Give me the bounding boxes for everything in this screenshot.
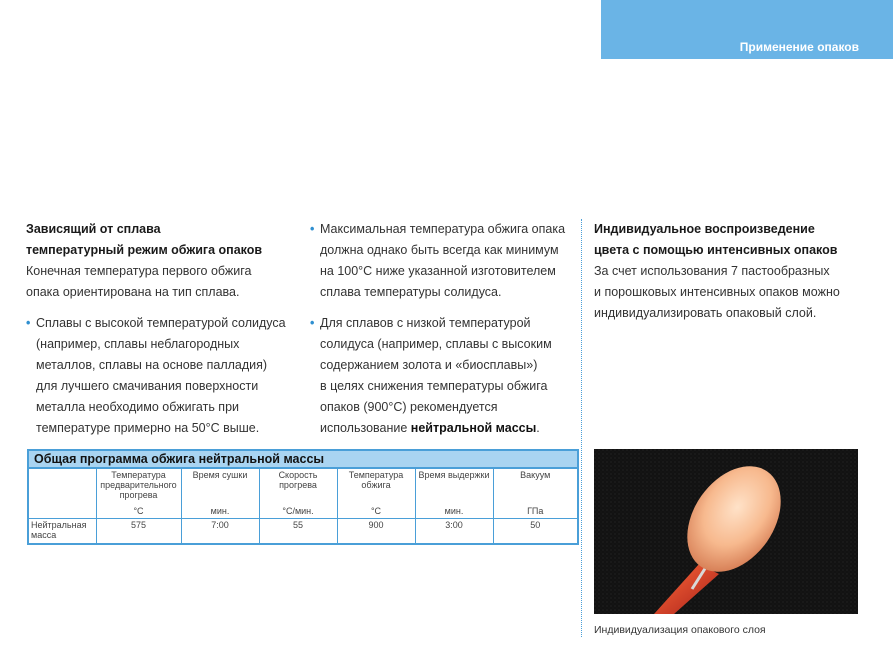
column-unit: °C [133,506,144,516]
column-header: Температура обжига °C [337,469,415,519]
body-text-line: индивидуализировать опаковый слой. [594,306,817,320]
table-cell: 50 [493,519,577,544]
bullet-text-line: содержанием золота и «биосплавы») [320,358,538,372]
header-bar [601,0,893,59]
bullet-max-temperature [310,219,580,303]
table-header-row [29,469,577,519]
bullet-text-line: (например, сплавы неблагородных [36,337,240,351]
bullet-text-line: для лучшего смачивания поверхности [36,379,259,393]
firing-table [29,468,577,543]
column-unit: °C/мин. [282,506,314,516]
neutral-mass-emphasis: нейтральной массы [410,421,537,435]
bullet-text-line: Максимальная температура обжига опака [320,222,566,236]
bullet-text-line: на 100°C ниже указанной изготовителем [320,264,556,278]
dental-crown-illustration [594,449,858,614]
column-header: Время сушки мин. [181,469,259,519]
column-max-temperature [310,219,580,439]
bullet-dot-icon: • [26,316,31,330]
text-suffix: . [536,421,540,435]
bullet-low-solidus [310,313,580,439]
table-row [29,519,577,544]
section-heading-line2: цвета с помощью интенсивных опаков [594,243,838,257]
column-header: Температура предварительного прогрева °C [96,469,181,519]
column-unit: °C [370,506,382,516]
section-heading-line2: температурный режим обжига опаков [26,243,263,257]
text-prefix: использование [320,421,411,435]
bullet-high-solidus [26,313,296,439]
section-heading-line1: Индивидуальное воспроизведение [594,222,815,236]
bullet-text-line: Сплавы с высокой температурой солидуса [36,316,286,330]
page-section-title: Применение опаков [739,40,859,54]
column-unit: ГПа [527,506,544,516]
bullet-text-line: должна однако быть всегда как минимум [320,243,559,257]
column-divider [581,219,583,637]
table-corner-cell [29,469,96,519]
column-header: Вакуум ГПа [493,469,577,519]
column-alloy-dependent [26,219,296,439]
row-label: Нейтральная масса [29,519,96,544]
bullet-text-line: Для сплавов с низкой температурой [320,316,531,330]
figure-caption: Индивидуализация опакового слоя [594,624,766,636]
table-cell: 3:00 [415,519,493,544]
bullet-text-line: металлов, сплавы на основе палладия) [36,358,268,372]
column-header: Время выдержки мин. [415,469,493,519]
body-text-line: и порошковых интенсивных опаков можно [594,285,840,299]
column-intensive-opaques [594,219,874,324]
table-cell: 7:00 [181,519,259,544]
bullet-text-line: в целях снижения температуры обжига [320,379,548,393]
bullet-text-line: солидуса (например, сплавы с высоким [320,337,552,351]
table-title: Общая программа обжига нейтральной массы [29,451,577,468]
bullet-dot-icon: • [310,222,315,236]
table-cell: 575 [96,519,181,544]
bullet-text-line: опаков (900°C) рекомендуется [320,400,498,414]
section-heading-line1: Зависящий от сплава [26,222,161,236]
bullet-text-line: температуре примерно на 50°C выше. [36,421,260,435]
bullet-text-line-last [320,418,580,439]
opaque-layer-photo [594,449,858,614]
body-text-line: опака ориентирована на тип сплава. [26,285,240,299]
firing-program-table [27,449,579,545]
bullet-text-line: металла необходимо обжигать при [36,400,240,414]
column-header: Скорость прогрева °C/мин. [259,469,337,519]
body-text-line: За счет использования 7 пастообразных [594,264,830,278]
bullet-dot-icon: • [310,316,315,330]
column-unit: мин. [444,506,464,516]
body-text-line: Конечная температура первого обжига [26,264,252,278]
bullet-text-line: сплава температуры солидуса. [320,285,502,299]
column-unit: мин. [210,506,230,516]
table-cell: 55 [259,519,337,544]
table-cell: 900 [337,519,415,544]
